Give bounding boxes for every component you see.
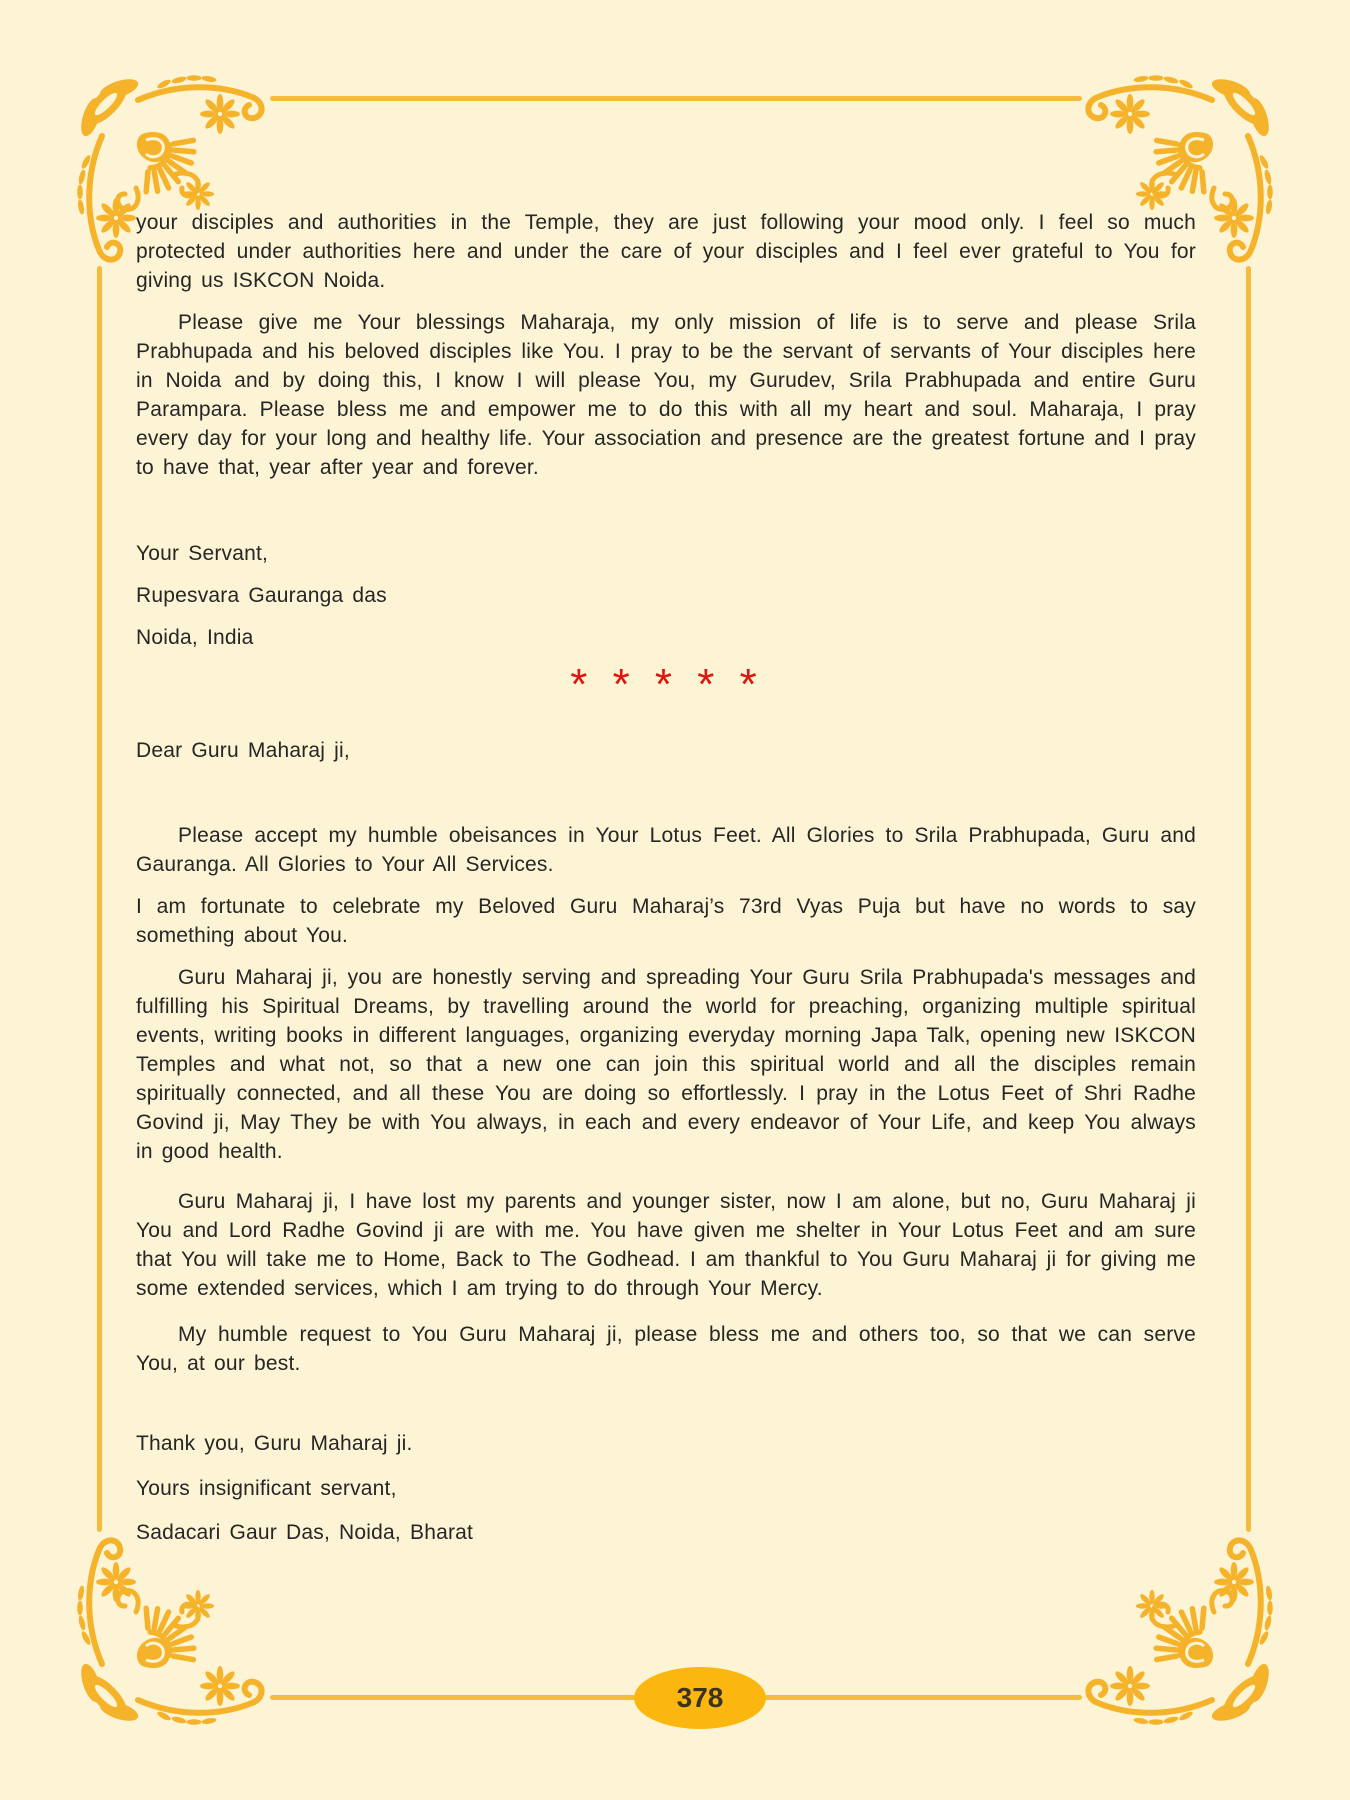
border-line-right — [1246, 266, 1251, 1532]
signature-closing: Your Servant, — [136, 542, 269, 565]
signature-location: Noida, India — [136, 626, 254, 649]
signature-name: Sadacari Gaur Das, Noida, Bharat — [136, 1521, 474, 1544]
page-content — [136, 208, 1196, 1560]
letter-salutation: Dear Guru Maharaj ji, — [136, 739, 350, 762]
page-number: 378 — [676, 1682, 724, 1713]
floral-corner-ornament-icon — [1078, 1530, 1278, 1730]
signature-name: Rupesvara Gauranga das — [136, 584, 387, 607]
page-number-badge — [634, 1667, 766, 1729]
section-separator: * * * * * — [570, 660, 762, 709]
letter-paragraph: Guru Maharaj ji, I have lost my parents and younger sister, now I am alone, but no, Guru Maharaj ji You and Lord Radhe Govind ji are with me. You have given me shelter in Your Lotus Feet and am sure that You will take me to Home, Back to The Godhead. I am thankful to You Guru Maharaj ji for giving me some extended services, which I am trying to do through Your Mercy. — [136, 1190, 1196, 1300]
signature-closing: Yours insignificant servant, — [136, 1477, 397, 1500]
letter-paragraph: Please accept my humble obeisances in Your Lotus Feet. All Glories to Srila Prabhupada, Guru and Gauranga. All Glories to Your All Services. — [136, 824, 1196, 876]
signature-thanks: Thank you, Guru Maharaj ji. — [136, 1432, 413, 1455]
letter-paragraph: your disciples and authorities in the Temple, they are just following your mood only. I feel so much protected under authorities here and under the care of your disciples and I feel ever grateful to You for giving us ISKCON Noida. — [136, 211, 1196, 292]
floral-corner-ornament-icon — [72, 1530, 272, 1730]
letter-paragraph: Please give me Your blessings Maharaja, my only mission of life is to serve and please Srila Prabhupada and his beloved disciples like You. I pray to be the servant of servants of Your disciples here in Noida and by doing this, I know I will please You, my Gurudev, Srila Prabhupada and entire Guru Parampara. Please bless me and empower me to do this with all my heart and soul. Maharaja, I pray every day for your long and healthy life. Your association and presence are the greatest fortune and I pray to have that, year after year and forever. — [136, 311, 1196, 479]
border-line-left — [97, 266, 102, 1532]
letter-paragraph: I am fortunate to celebrate my Beloved Guru Maharaj’s 73rd Vyas Puja but have no words to say something about You. — [136, 895, 1196, 947]
letter-paragraph: Guru Maharaj ji, you are honestly serving and spreading Your Guru Srila Prabhupada's messages and fulfilling his Spiritual Dreams, by travelling around the world for preaching, organizing multiple spiritual events, writing books in different languages, organizing everyday morning Japa Talk, opening new ISKCON Temples and what not, so that a new one can join this spiritual world and all the disciples remain spiritually connected, and all these You are doing so effortlessly. I pray in the Lotus Feet of Shri Radhe Govind ji, May They be with You always, in each and every endeavor of Your Life, and keep You always in good health. — [136, 966, 1196, 1163]
letter-paragraph: My humble request to You Guru Maharaj ji, please bless me and others too, so that we can serve You, at our best. — [136, 1323, 1196, 1375]
border-line-top — [270, 96, 1082, 101]
